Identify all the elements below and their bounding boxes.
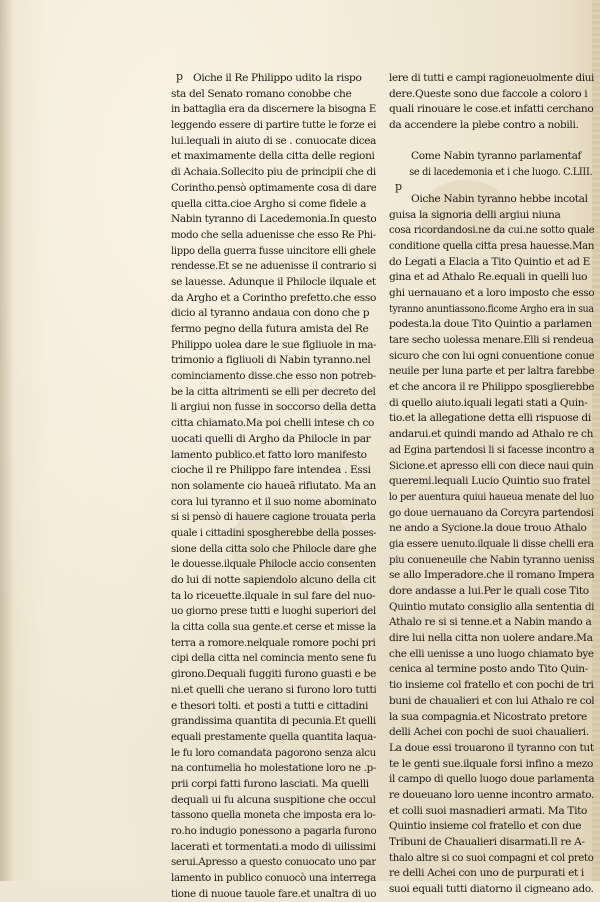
text-line: quali rinouare le cose.et infatti cerchano xyxy=(389,103,594,116)
text-line: sione della citta solo che Philocle dare ghe xyxy=(171,542,377,555)
text-line: go doue uernauano da Corcyra partendosi xyxy=(389,506,594,519)
text-line: dere.Queste sono due faccole a coloro i xyxy=(389,87,588,100)
text-line: in battaglia era da discernere la bisogna E xyxy=(171,103,376,116)
text-line: tione di nuoue tauole fare.et unaltra di uo xyxy=(171,887,376,900)
text-line: il campo di quello luogo doue parlamenta xyxy=(389,773,595,786)
text-line: Corintho.pensò optimamente cosa di dare xyxy=(171,181,377,194)
left-text-column xyxy=(171,71,376,902)
text-line: ni.et quelli che uerano si furono loro tutti xyxy=(171,683,376,696)
text-line: Sicione.et apresso elli con diece naui quin xyxy=(389,459,594,472)
text-line: re doueuano loro uenne incontro armato. xyxy=(389,788,595,801)
text-line: ta lo riceuette.ilquale in sul fare del nuo- xyxy=(171,589,376,602)
text-line: lere di tutti e campi ragioneuolmente diui xyxy=(389,72,594,84)
text-line: lippo della guerra fusse uincitore elli ghele xyxy=(171,244,376,257)
text-line: fermo pegno della futura amista del Re xyxy=(171,323,369,335)
text-line: be la citta altrimenti se elli per decreto del xyxy=(171,385,376,398)
text-line: dequali ui fu alcuna suspitione che occul xyxy=(171,793,376,806)
text-line: dire lui nella citta non uolere andare.Ma xyxy=(389,632,593,645)
text-line: terra a romore.nelquale romore pochi pri xyxy=(171,636,376,649)
text-line: dore andasse a lui.Per le quali cose Tito xyxy=(389,585,589,597)
text-line: trimonio a figliuoli di Nabin tyranno.nel xyxy=(171,354,371,367)
text-line: suoi equali tutti diatorno il cigneano ado. xyxy=(389,883,594,896)
text-line: modo che sella aduenisse che esso Re Phi- xyxy=(171,228,376,241)
text-line: e thesori tolti. et posti a tutti e cittadini xyxy=(171,699,368,712)
text-line: lamento publico.et fatto loro manifesto xyxy=(171,448,367,461)
text-line: tassono quella moneta che imposta era lo- xyxy=(171,809,376,822)
text-line: do Legati a Elacia a Tito Quintio et ad E xyxy=(389,255,591,268)
text-line: Athalo re si si tenne.et a Nabin mando a xyxy=(389,616,592,629)
text-line: et maximamente della citta delle regioni xyxy=(171,150,375,163)
text-line: lo per auentura quiui haueua menate del luo xyxy=(389,490,594,503)
text-line: cipi della citta nel comincia mento sene fu xyxy=(171,652,377,665)
text-line: quale i cittadini sposgherebbe della posses- xyxy=(171,526,376,539)
text-line: se allo Imperadore.che il romano Impera xyxy=(389,569,594,582)
text-line: girono.Dequali fuggiti furono guasti e be xyxy=(171,668,376,681)
text-line: thalo altre si co suoi compagni et col preto xyxy=(389,851,594,864)
text-line: Oiche il Re Philippo udito la rispo xyxy=(193,72,362,84)
text-line: sta del Senato romano conobbe che xyxy=(171,87,352,100)
text-line: si si pensò di hauere cagione trouata perla xyxy=(171,511,376,524)
text-line: cora lui tyranno et il suo nome abominato xyxy=(171,495,376,508)
text-line: cioche il re Philippo fare intendea . Essi xyxy=(171,464,371,477)
text-line: uo giorno prese tutti e luoghi superiori del xyxy=(171,605,376,618)
chapter-heading-line: Come Nabin tyranno parlamentaf xyxy=(411,150,582,163)
text-line: cosa ricordandosi.ne da cui.ne sotto quale xyxy=(389,224,595,237)
text-line: et colli suoi masnadieri armati. Ma Tito xyxy=(389,804,588,817)
text-line: ghi uernauano et a loro imposto che esso xyxy=(389,286,594,299)
text-line: leggendo essere di partire tutte le forze ei xyxy=(171,119,377,132)
text-line: di quello aiuto.iquali legati stati a Quin- xyxy=(389,396,588,409)
text-line: citta chiamato.Ma poi chelli intese ch co xyxy=(171,417,375,430)
text-line: tio.et la allegatione detta elli rispuose di xyxy=(389,412,591,425)
text-line: uocati quelli di Argho da Philocle in par xyxy=(171,432,371,445)
text-line: Quintio mutato consiglio alla sententia di xyxy=(389,600,594,613)
text-line: Nabin tyranno di Lacedemonia.In questo xyxy=(171,213,376,226)
text-line: li argiui non fusse in soccorso della detta xyxy=(171,401,376,414)
text-line: tio insieme col fratello et con pochi de tri xyxy=(389,679,594,692)
text-line: non solamente cio haueã rifiutato. Ma an xyxy=(171,479,376,492)
left-guide-letter: p xyxy=(176,70,184,83)
text-line: rendesse.Et se ne aduenisse il contrario si xyxy=(171,260,377,273)
text-line: prii corpi fatti furono lasciati. Ma quelli xyxy=(171,777,369,790)
text-line: da Argho et a Corintho prefetto.che esso xyxy=(171,291,376,304)
text-line: conditione quella citta presa hauesse.Man xyxy=(389,239,594,252)
text-line: podesta.la doue Tito Quintio a parlamen xyxy=(389,318,592,331)
right-guide-letter: p xyxy=(395,180,403,193)
text-line: do lui di notte sapiendolo alcuno della cit xyxy=(171,574,376,586)
text-line: lacerati et tormentati.a modo di uilissimi xyxy=(171,840,376,853)
text-line: sicuro che con lui ogni conuentione conue xyxy=(389,349,595,362)
text-line: Quintio insieme col fratello et con due xyxy=(389,820,582,833)
text-line: la citta colla sua gente.et cerse et misse la xyxy=(171,621,376,634)
text-line: da accendere la plebe contro a nobili. xyxy=(389,119,579,132)
text-line: tyranno anuntiassono.ficome Argho era in sua xyxy=(389,302,594,315)
text-line: serui.Apresso a questo conuocato uno par xyxy=(171,856,376,869)
text-line: grandissima quantita di pecunia.Et quelli xyxy=(171,715,376,728)
text-line: lui.lequali in aiuto di se . conuocate dicea xyxy=(171,134,377,147)
text-line: la sua compagnia.et Nicostrato pretore xyxy=(389,710,587,723)
blank-line xyxy=(389,134,594,150)
text-line: et che ancora il re Philippo sposglierebbe xyxy=(389,381,595,394)
text-line: lamento in publico conuocò una interrega xyxy=(171,872,376,885)
text-line: ro.ho indugio ponessono a pagarla furono xyxy=(171,825,376,837)
right-text-column xyxy=(389,71,594,898)
text-line: ne ando a Sycione.la doue trouo Athalo xyxy=(389,522,587,535)
text-line: Tribuni de Chaualieri disarmati.Il re A- xyxy=(389,836,585,848)
text-line: di Achaia.Sollecito piu de principii che di xyxy=(171,166,376,179)
text-line: le douesse.ilquale Philocle accio consenten xyxy=(171,558,376,571)
text-line: La doue essi trouarono il tyranno con tut xyxy=(389,741,594,754)
text-line: quella citta.cioe Argho si come fidele a xyxy=(171,197,367,210)
text-line: equali prestamente quella quantita laqua- xyxy=(171,730,377,743)
text-line: ad Egina partendosi li si facesse incontro a xyxy=(389,443,594,456)
text-line: gia essere uenuto.ilquale li disse chelli era xyxy=(389,537,594,550)
text-line: dicio al tyranno andaua con dono che p xyxy=(171,307,370,320)
text-line: na contumelia ho molestatione loro ne .p- xyxy=(171,762,377,775)
chapter-heading-line: se di lacedemonia et i che luogo. C.LIII. xyxy=(409,166,593,179)
page-gutter-shadow xyxy=(0,0,14,881)
text-line: cenica al termine posto ando Tito Quin- xyxy=(389,663,588,676)
text-line: che elli uenisse a uno luogo chiamato bye xyxy=(389,647,594,660)
text-line: Oiche Nabin tyranno hebbe incotal xyxy=(411,192,588,205)
text-line: le fu loro comandata pagorono senza alcu xyxy=(171,746,376,759)
text-line: gina et ad Athalo Re.equali in quelli luo xyxy=(389,271,588,284)
text-line: cominciamento disse.che esso non potreb- xyxy=(171,370,376,383)
text-line: tare secho uolessa menare.Elli si rendeua xyxy=(389,334,594,346)
text-line: buni de chaualieri et con lui Athalo re col xyxy=(389,694,594,707)
blank-line xyxy=(389,181,594,192)
text-line: queremi.lequali Lucio Quintio suo fratel xyxy=(389,475,590,488)
text-line: delli Achei con pochi de suoi chaualieri. xyxy=(389,726,589,739)
text-line: se lauesse. Adunque il Philocle ilquale et xyxy=(171,275,376,288)
text-line: guisa la signoria delli argiui niuna xyxy=(389,208,561,221)
text-line: andarui.et quindi mando ad Athalo re ch xyxy=(389,428,594,441)
text-line: neuile per luna parte et per laltra farebbe xyxy=(389,365,594,378)
text-line: te le genti sue.ilquale forsi infino a mezo xyxy=(389,757,593,770)
text-line: piu conueneuile che Nabin tyranno ueniss xyxy=(389,553,595,566)
text-line: Philippo uolea dare le sue figliuole in ma- xyxy=(171,338,377,351)
text-line: re delli Achei con uno de purpurati et i xyxy=(389,867,584,880)
